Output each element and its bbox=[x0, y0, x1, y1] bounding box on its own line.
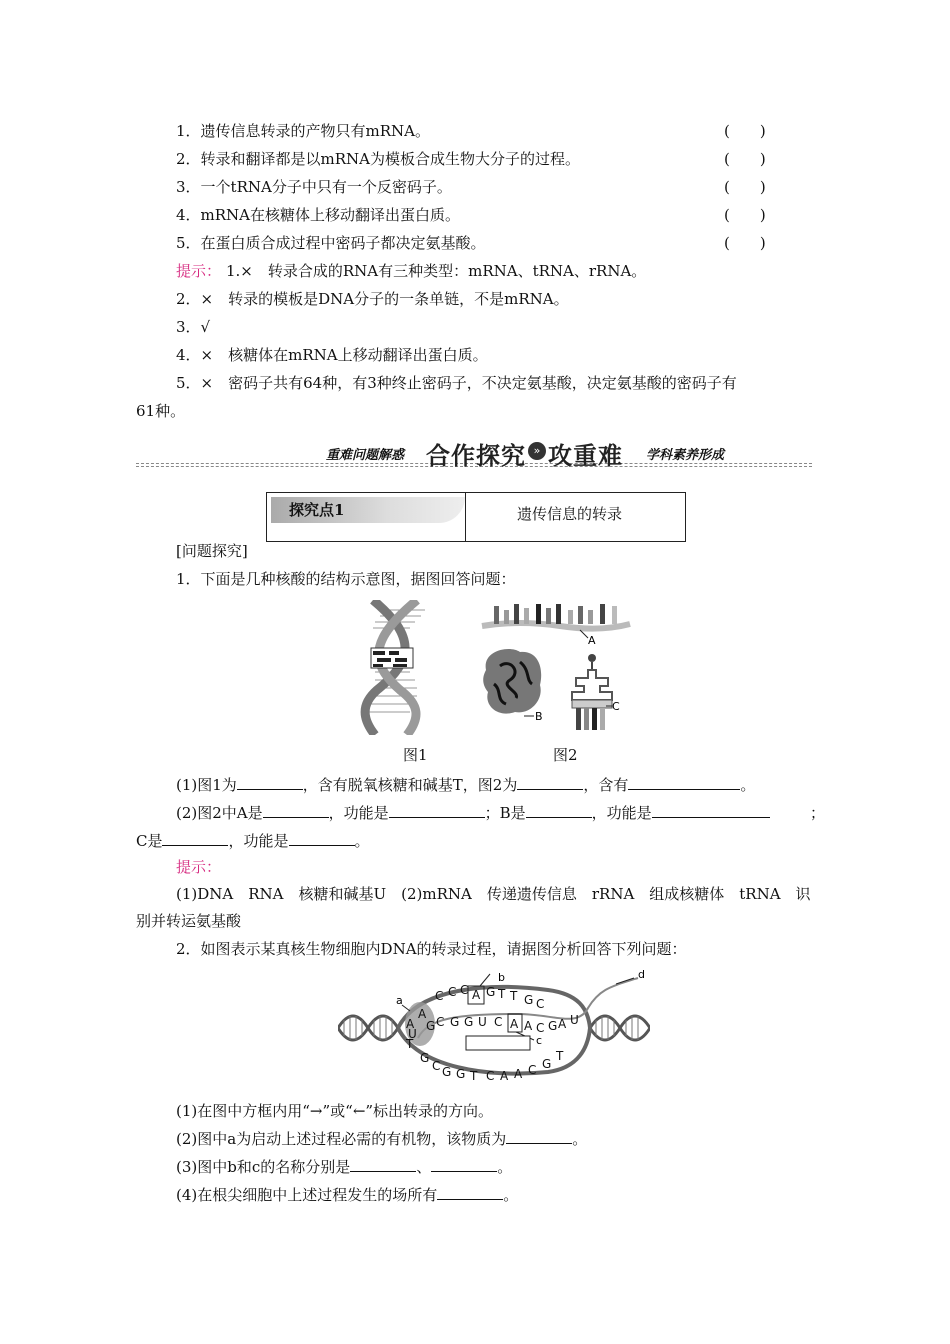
base-letter: G bbox=[464, 1015, 474, 1029]
q1-sub2-part: ，功能是 bbox=[328, 804, 389, 822]
hint-answer-text: 2．× 转录的模板是DNA分子的一条单链，不是mRNA。 bbox=[176, 290, 569, 308]
topic-box bbox=[266, 492, 686, 542]
q2-sub2-part: (2)图中a为启动上述过程必需的有机物，该物质为 bbox=[176, 1130, 507, 1148]
q1-sub1-part: ，含有 bbox=[583, 776, 629, 794]
q1-sub1-part: (1)图1为 bbox=[176, 776, 237, 794]
figure-3-transcription bbox=[338, 968, 650, 1088]
judgment-text: 5．在蛋白质合成过程中密码子都决定氨基酸。 bbox=[176, 234, 486, 252]
base-letter: A bbox=[472, 988, 481, 1002]
base-letter: A bbox=[500, 1069, 509, 1083]
q2-sub3-part: 。 bbox=[497, 1158, 513, 1176]
base-letter: A bbox=[558, 1017, 567, 1031]
base-letter: G bbox=[456, 1067, 466, 1081]
q1-answer-text: (1)DNA RNA 核糖和碱基U (2)mRNA 传递遗传信息 rRNA 组成核糖体 tRNA 识 bbox=[176, 885, 811, 903]
answer-blank[interactable] bbox=[526, 803, 592, 818]
topic-divider bbox=[465, 493, 466, 541]
judgment-item-5 bbox=[0, 229, 950, 257]
answer-paren: ( ) bbox=[724, 234, 766, 252]
section-label-row bbox=[0, 537, 950, 565]
q1-answer-text: 别并转运氨基酸 bbox=[136, 912, 242, 930]
hint-answer-text: 5．× 密码子共有64种，有3种终止密码子，不决定氨基酸，决定氨基酸的密码子有 bbox=[176, 374, 737, 392]
hint-answer-4 bbox=[0, 341, 950, 369]
section-label: [问题探究] bbox=[176, 542, 248, 560]
q1-sub2-part: C是 bbox=[136, 832, 163, 850]
chevron-right-icon: » bbox=[528, 442, 546, 460]
banner-right-small-text: 学科素养形成 bbox=[646, 448, 725, 463]
q2-sub4-part: 。 bbox=[503, 1186, 519, 1204]
answer-blank[interactable] bbox=[162, 831, 228, 846]
base-letter: U bbox=[478, 1015, 487, 1029]
label-c: C bbox=[612, 700, 620, 713]
base-letter: C bbox=[432, 1059, 441, 1073]
answer-blank[interactable] bbox=[431, 1157, 497, 1172]
q2-sub3 bbox=[0, 1153, 950, 1181]
answer-blank[interactable] bbox=[628, 775, 740, 790]
base-letter: C bbox=[494, 1015, 503, 1029]
hint-answer-6 bbox=[0, 397, 950, 425]
hint-label: 提示： bbox=[176, 858, 222, 876]
section-banner bbox=[136, 436, 812, 468]
base-letter: G bbox=[486, 985, 496, 999]
hint-answer-5 bbox=[0, 369, 950, 397]
base-letter: C bbox=[435, 989, 444, 1003]
base-letter: G bbox=[548, 1019, 558, 1033]
q1-sub1-part: ，含有脱氧核糖和碱基T，图2为 bbox=[302, 776, 518, 794]
base-letter: A bbox=[406, 1017, 415, 1031]
q1-sub2-part: (2)图2中A是 bbox=[176, 804, 263, 822]
banner-left-text: 重难问题解惑 bbox=[326, 448, 405, 463]
figure-1-dna bbox=[355, 600, 430, 735]
judgment-text: 4．mRNA在核糖体上移动翻译出蛋白质。 bbox=[176, 206, 461, 224]
figure-1-caption: 图1 bbox=[403, 746, 428, 764]
judgment-item-2 bbox=[0, 145, 950, 173]
q2-sub4-part: (4)在根尖细胞中上述过程发生的场所有 bbox=[176, 1186, 438, 1204]
q1-answer-row-2 bbox=[0, 907, 950, 935]
base-letter: G bbox=[542, 1057, 552, 1071]
label-b: B bbox=[535, 710, 543, 723]
base-letter: G bbox=[442, 1065, 452, 1079]
answer-paren: ( ) bbox=[724, 206, 766, 224]
hint-answer-2 bbox=[0, 285, 950, 313]
base-letter: U bbox=[408, 1027, 417, 1041]
hint-label: 提示： bbox=[176, 262, 222, 280]
label-d: d bbox=[638, 968, 645, 981]
label-a: A bbox=[588, 634, 596, 647]
base-letter: T bbox=[510, 989, 518, 1003]
q2-stem: 2．如图表示某真核生物细胞内DNA的转录过程，请据图分析回答下列问题： bbox=[176, 940, 687, 958]
q2-sub2 bbox=[0, 1125, 950, 1153]
judgment-item-4 bbox=[0, 201, 950, 229]
banner-middle-text: 合作探究 bbox=[426, 442, 526, 470]
answer-blank[interactable] bbox=[263, 803, 329, 818]
q2-sub3-part: (3)图中b和c的名称分别是 bbox=[176, 1158, 351, 1176]
judgment-text: 2．转录和翻译都是以mRNA为模板合成生物大分子的过程。 bbox=[176, 150, 581, 168]
q2-sub1 bbox=[0, 1097, 950, 1125]
q2-sub1-text: (1)在图中方框内用“→”或“←”标出转录的方向。 bbox=[176, 1102, 494, 1120]
answer-blank[interactable] bbox=[389, 803, 485, 818]
answer-blank[interactable] bbox=[350, 1157, 416, 1172]
base-letter: C bbox=[528, 1063, 537, 1077]
base-letter: T bbox=[470, 1069, 478, 1083]
topic-title: 遗传信息的转录 bbox=[517, 505, 623, 523]
base-letter: T bbox=[406, 1037, 414, 1051]
judgment-text: 1．遗传信息转录的产物只有mRNA。 bbox=[176, 122, 431, 140]
hint-answer-text: 4．× 核糖体在mRNA上移动翻译出蛋白质。 bbox=[176, 346, 488, 364]
hint-answer-text: 61种。 bbox=[136, 402, 186, 420]
answer-blank[interactable] bbox=[517, 775, 583, 790]
hint-answer-3 bbox=[0, 313, 950, 341]
base-letter: A bbox=[524, 1019, 533, 1033]
direction-answer-box bbox=[466, 1036, 530, 1050]
judgment-text: 3．一个tRNA分子中只有一个反密码子。 bbox=[176, 178, 452, 196]
q1-sub1 bbox=[0, 771, 950, 799]
base-letter: C bbox=[536, 997, 545, 1011]
base-letter: C bbox=[486, 1069, 495, 1083]
base-letter: C bbox=[436, 1015, 445, 1029]
topic-tag: 探究点1 bbox=[289, 501, 345, 519]
q1-stem: 1．下面是几种核酸的结构示意图，据图回答问题： bbox=[176, 570, 516, 588]
base-letter: U bbox=[570, 1013, 579, 1027]
base-letter: C bbox=[448, 985, 457, 999]
q1-sub2-part: ；B是 bbox=[484, 804, 526, 822]
q2-sub3-part: 、 bbox=[416, 1158, 432, 1176]
base-letter: C bbox=[460, 983, 469, 997]
q2-stem-row bbox=[0, 935, 950, 963]
q2-sub4 bbox=[0, 1181, 950, 1209]
base-letter: A bbox=[514, 1067, 523, 1081]
q1-sub2-part: 。 bbox=[354, 832, 370, 850]
hint-answer-text: 1.× 转录合成的RNA有三种类型：mRNA、tRNA、rRNA。 bbox=[226, 262, 647, 280]
q2-sub2-part: 。 bbox=[572, 1130, 588, 1148]
base-letter: A bbox=[418, 1007, 427, 1021]
q1-sub1-part: 。 bbox=[740, 776, 756, 794]
base-letter: G bbox=[450, 1015, 460, 1029]
base-letter: T bbox=[498, 987, 506, 1001]
label-b: b bbox=[498, 971, 505, 984]
answer-blank[interactable] bbox=[652, 803, 770, 818]
hint-answer-1 bbox=[0, 257, 950, 285]
figure-2-caption: 图2 bbox=[553, 746, 578, 764]
judgment-item-3 bbox=[0, 173, 950, 201]
base-letter: T bbox=[556, 1049, 564, 1063]
q1-stem-row bbox=[0, 565, 950, 593]
q1-sub2-cont bbox=[0, 827, 950, 855]
hint-answer-text: 3．√ bbox=[176, 318, 211, 336]
q1-hint-row bbox=[0, 853, 950, 881]
answer-blank[interactable] bbox=[237, 775, 303, 790]
answer-blank[interactable] bbox=[437, 1185, 503, 1200]
answer-paren: ( ) bbox=[724, 178, 766, 196]
base-letter: A bbox=[510, 1017, 519, 1031]
answer-paren: ( ) bbox=[724, 122, 766, 140]
judgment-item-1 bbox=[0, 117, 950, 145]
base-letter: G bbox=[420, 1051, 430, 1065]
q1-sub2 bbox=[0, 799, 950, 827]
q1-sub2-part: ； bbox=[810, 804, 826, 822]
base-letter: C bbox=[536, 1021, 545, 1035]
figure-2-rna bbox=[480, 600, 640, 735]
label-c: c bbox=[536, 1034, 543, 1047]
answer-blank[interactable] bbox=[506, 1129, 572, 1144]
answer-blank[interactable] bbox=[289, 831, 355, 846]
q1-sub2-part: ，功能是 bbox=[228, 832, 289, 850]
base-letter: G bbox=[524, 993, 534, 1007]
q1-answer-row-1 bbox=[0, 880, 950, 908]
label-a: a bbox=[396, 994, 403, 1007]
base-letter: G bbox=[426, 1019, 436, 1033]
q1-sub2-part: ，功能是 bbox=[591, 804, 652, 822]
banner-right-big-text: 攻重难 bbox=[548, 442, 623, 470]
answer-paren: ( ) bbox=[724, 150, 766, 168]
